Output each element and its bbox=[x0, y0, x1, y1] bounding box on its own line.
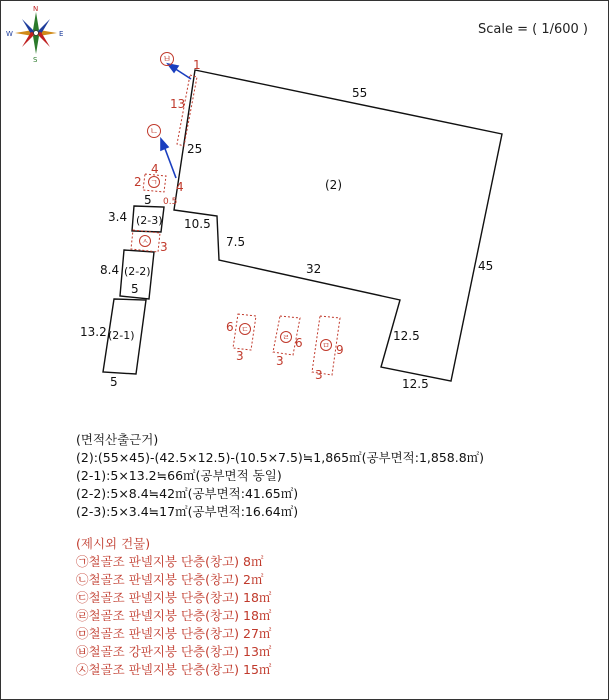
buildings-header: (제시외 건물) bbox=[76, 536, 151, 551]
parcel-2-label: (2) bbox=[325, 178, 342, 192]
building-item-7: ㉦철골조 판넬지붕 단층(창고) 15㎡ bbox=[76, 662, 272, 677]
dim-2-1-bottom: 5 bbox=[110, 375, 118, 389]
dim-top-55: 55 bbox=[352, 86, 368, 100]
compass-n: N bbox=[33, 5, 39, 13]
notes-line-3: (2-2):5×8.4≒42㎡(공부면적:41.65㎡) bbox=[76, 486, 299, 501]
area-notes bbox=[76, 431, 484, 679]
dim-2-2-side: 8.4 bbox=[100, 263, 120, 277]
red-num-9: 9 bbox=[336, 343, 344, 357]
notes-line-2: (2-1):5×13.2≒66㎡(공부면적 동일) bbox=[76, 468, 282, 483]
mark-giyeok: ㄱ bbox=[150, 178, 158, 187]
red-num-2: 2 bbox=[134, 175, 142, 189]
notes-line-1: (2):(55×45)-(42.5×12.5)-(10.5×7.5)≒1,865㎡(공부면적:1,858.8㎡) bbox=[76, 450, 485, 465]
parcel-2-2-label: (2-2) bbox=[124, 265, 151, 278]
dim-notch-12-5: 12.5 bbox=[393, 329, 420, 343]
compass-e: E bbox=[59, 30, 64, 38]
dim-step-7-5: 7.5 bbox=[226, 235, 246, 249]
red-num-4b: 4 bbox=[176, 180, 184, 194]
corner-1: 1 bbox=[193, 58, 201, 72]
parcel-2-3-label: (2-3) bbox=[136, 214, 163, 227]
compass-icon bbox=[6, 5, 63, 64]
parcel-2-1-label: (2-1) bbox=[108, 329, 135, 342]
dim-right-45: 45 bbox=[478, 259, 494, 273]
red-num-6a: 6 bbox=[226, 320, 234, 334]
notes-line-4: (2-3):5×3.4≒17㎡(공부면적:16.64㎡) bbox=[76, 504, 299, 519]
building-item-2: ㉡철골조 판넬지붕 단층(창고) 2㎡ bbox=[76, 572, 264, 587]
dim-2-3-top: 5 bbox=[144, 193, 152, 207]
building-item-1: ㉠철골조 판넬지붕 단층(창고) 8㎡ bbox=[76, 554, 264, 569]
red-num-3d: 3 bbox=[315, 368, 323, 382]
notes-header: (면적산출근거) bbox=[76, 432, 159, 447]
building-item-4: ㉣철골조 판넬지붕 단층(창고) 18㎡ bbox=[76, 608, 272, 623]
mark-digeut: ㄷ bbox=[241, 325, 249, 334]
mark-siot: ㅅ bbox=[141, 237, 149, 246]
mark-mieum: ㅁ bbox=[322, 341, 330, 350]
dim-mid-32: 32 bbox=[306, 262, 322, 276]
red-num-3a: 3 bbox=[160, 240, 168, 254]
dim-2-2-bottom: 5 bbox=[131, 282, 139, 296]
arrow-line-2 bbox=[164, 146, 176, 178]
dim-2-3-side: 3.4 bbox=[108, 210, 128, 224]
mark-bieup: ㅂ bbox=[162, 55, 172, 65]
dim-2-1-side: 13.2 bbox=[80, 325, 107, 339]
arrow-line-1 bbox=[174, 68, 191, 79]
scale-label: Scale = ( 1/600 ) bbox=[478, 22, 589, 37]
building-item-6: ㉥철골조 강판지붕 단층(창고) 13㎡ bbox=[76, 644, 272, 659]
dim-left-25: 25 bbox=[187, 142, 203, 156]
building-item-3: ㉢철골조 판넬지붕 단층(창고) 18㎡ bbox=[76, 590, 272, 605]
red-num-6b: 6 bbox=[295, 336, 303, 350]
red-num-3b: 3 bbox=[236, 349, 244, 363]
mark-rieul: ㄹ bbox=[282, 333, 290, 342]
red-num-3c: 3 bbox=[276, 354, 284, 368]
arrow-head-2 bbox=[161, 139, 168, 150]
red-num-4a: 4 bbox=[151, 162, 159, 176]
dim-step-10-5: 10.5 bbox=[184, 217, 211, 231]
compass-w: W bbox=[6, 30, 13, 38]
mark-nieun: ㄴ bbox=[149, 127, 159, 137]
building-item-5: ㉤철골조 판넬지붕 단층(창고) 27㎡ bbox=[76, 626, 272, 641]
red-num-13: 13 bbox=[170, 97, 186, 111]
compass-s: S bbox=[33, 56, 38, 64]
dim-bottom-12-5: 12.5 bbox=[402, 377, 429, 391]
red-num-0-5: 0.5 bbox=[163, 197, 178, 207]
